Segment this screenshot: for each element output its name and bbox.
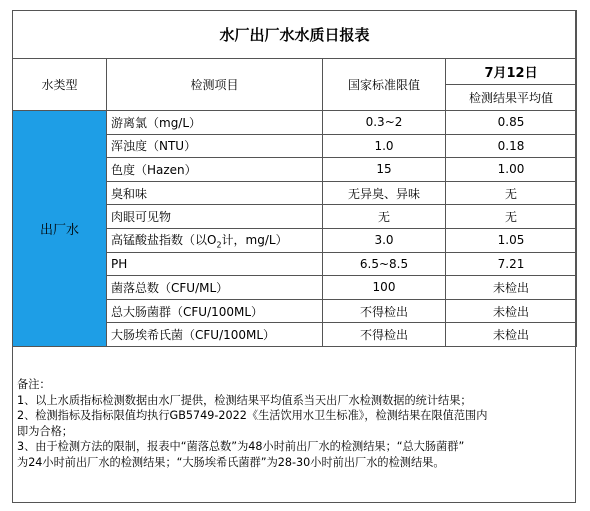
header-test-item: 检测项目: [107, 59, 323, 111]
result-cell: 0.18: [446, 134, 577, 158]
limit-cell: 0.3~2: [323, 111, 446, 135]
header-water-type: 水类型: [13, 59, 107, 111]
table-row: [13, 111, 577, 135]
item-cell: PH: [107, 252, 323, 276]
limit-cell: 不得检出: [323, 299, 446, 323]
item-cell: 菌落总数（CFU/ML）: [107, 276, 323, 300]
limit-cell: 15: [323, 158, 446, 182]
result-cell: 1.00: [446, 158, 577, 182]
item-cell: 臭和味: [107, 181, 323, 205]
note-line: 即为合格；: [17, 424, 73, 438]
result-cell: 未检出: [446, 276, 577, 300]
note-line: 3、由于检测方法的限制，报表中“菌落总数”为48小时前出厂水的检测结果；“总大肠菌群”: [17, 440, 465, 453]
item-cell: 浑浊度（NTU）: [107, 134, 323, 158]
notes-section: [17, 377, 572, 470]
limit-cell: 无异臭、异味: [323, 181, 446, 205]
note-line: 为24小时前出厂水的检测结果；“大肠埃希氏菌群”为28-30小时前出厂水的检测结果。: [17, 455, 445, 469]
category-cell: 出厂水: [13, 111, 107, 347]
item-text-end: 计，mg/L）: [221, 233, 288, 248]
limit-cell: 100: [323, 276, 446, 300]
item-cell: 肉眼可见物: [107, 205, 323, 229]
note-line: 1、以上水质指标检测数据由水厂提供，检测结果平均值系当天出厂水检测数据的统计结果；: [17, 393, 472, 407]
item-cell: 总大肠菌群（CFU/100ML）: [107, 299, 323, 323]
limit-cell: 6.5~8.5: [323, 252, 446, 276]
item-cell: 色度（Hazen）: [107, 158, 323, 182]
notes-heading: 备注：: [17, 378, 51, 391]
report-title: 水厂出厂水水质日报表: [13, 11, 577, 59]
item-cell: [107, 228, 323, 252]
result-cell: 未检出: [446, 323, 577, 347]
result-cell: 无: [446, 205, 577, 229]
limit-cell: 不得检出: [323, 323, 446, 347]
limit-cell: 3.0: [323, 228, 446, 252]
result-cell: 1.05: [446, 228, 577, 252]
water-quality-table: [12, 10, 577, 347]
item-cell: 大肠埃希氏菌（CFU/100ML）: [107, 323, 323, 347]
item-cell: 游离氯（mg/L）: [107, 111, 323, 135]
header-national-limit: 国家标准限值: [323, 59, 446, 111]
limit-cell: 1.0: [323, 134, 446, 158]
result-cell: 无: [446, 181, 577, 205]
result-cell: 0.85: [446, 111, 577, 135]
note-line: 2、检测指标及指标限值均执行GB5749-2022《生活饮用水卫生标准》，检测结果在限值范围内: [17, 409, 488, 422]
result-cell: 7.21: [446, 252, 577, 276]
header-date: 7月12日: [446, 59, 577, 85]
item-text: 高锰酸盐指数（以O: [111, 233, 217, 248]
item-subscript: 2: [216, 240, 222, 250]
header-result-average: 检测结果平均值: [446, 85, 577, 111]
result-cell: 未检出: [446, 299, 577, 323]
limit-cell: 无: [323, 205, 446, 229]
